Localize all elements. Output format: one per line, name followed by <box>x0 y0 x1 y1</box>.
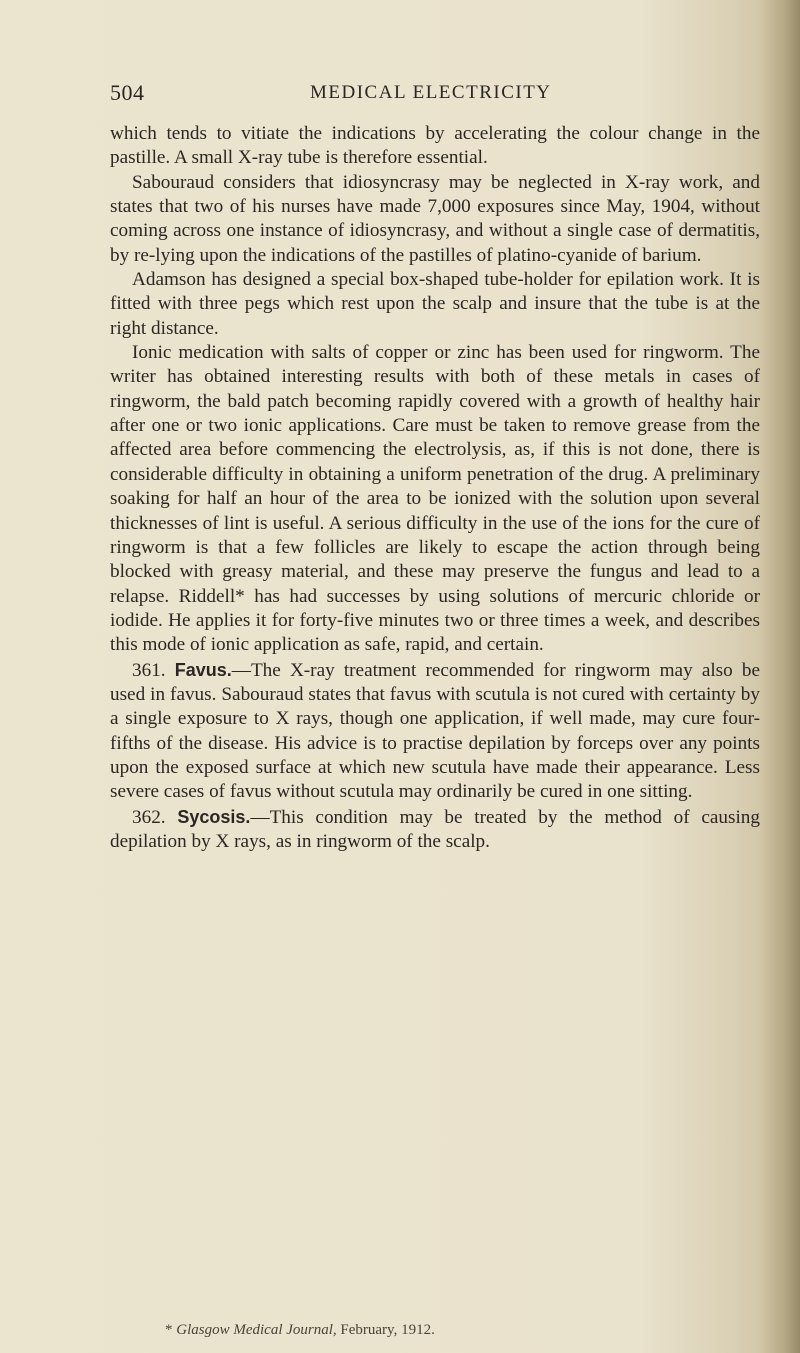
section-number: 362. <box>132 806 166 828</box>
page-edge-shadow <box>760 0 800 1353</box>
body-text <box>110 122 760 854</box>
page-header <box>110 80 760 110</box>
section-title: Sycosis. <box>177 806 251 827</box>
paragraph: Sabouraud considers that idiosyncrasy may be neglected in X-ray work, and states that two of his nurses have made 7,000 exposures since May, 1904, without coming across one instance of idiosyncrasy, and without a single case of dermatitis, by re-lying upon the indications of the pastilles of platino-cyanide of barium. <box>110 171 760 266</box>
section-number: 361. <box>132 659 166 681</box>
page-number: 504 <box>110 80 145 105</box>
footnote-marker: * <box>165 1322 173 1338</box>
footnote-date: February, 1912. <box>340 1322 435 1338</box>
paragraph: Ionic medication with salts of copper or zinc has been used for ringworm. The writer has obtained interesting results with both of these metals in cases of ringworm, the bald patch becoming rapidly covered with a growth of healthy hair after one or two ionic applications. Care must be taken to remove grease from the affected area before commencing the electrolysis, as, if this is not done, there is considerable difficulty in obtaining a uniform penetration of the drug. A preliminary soaking for half an hour of the area to be ionized with the solution upon several thicknesses of lint is useful. A serious difficulty in the use of the ions for the cure of ringworm is that a few follicles are likely to escape the action through being blocked with greasy material, and these may preserve the fungus and lead to a relapse. Riddell* has had successes by using solutions of mercuric chloride or iodide. He applies it for forty-five minutes two or three times a week, and describes this mode of ionic application as safe, rapid, and certain. <box>110 342 760 656</box>
running-head: MEDICAL ELECTRICITY <box>310 82 552 103</box>
paragraph: which tends to vitiate the indications by accelerating the colour change in the pastille. A small X-ray tube is therefore essential. <box>110 123 760 169</box>
section-text: —This condition may be treated by the method of causing depilation by X rays, as in ringworm of the scalp. <box>110 806 760 852</box>
paragraph: Adamson has designed a special box-shaped tube-holder for epilation work. It is fitted with three pegs which rest upon the scalp and insure that the tube is at the right distance. <box>110 269 760 339</box>
footnote-journal: Glasgow Medical Journal, <box>176 1322 337 1338</box>
section-title: Favus. <box>174 659 232 680</box>
section-paragraph <box>110 658 760 805</box>
section-text: —The X-ray treatment recommended for ringworm may also be used in favus. Sabouraud states that favus with scutula is not cured with certainty by a single exposure to X rays, though one application, if well made, may cure four-fifths of the disease. His advice is to practise depilation by forceps over any points upon the exposed surface at which new scutula have made their appearance. Less severe cases of favus without scutula may ordinarily be cured in one sitting. <box>110 659 760 803</box>
footnote <box>165 1322 435 1339</box>
section-paragraph <box>110 805 760 855</box>
